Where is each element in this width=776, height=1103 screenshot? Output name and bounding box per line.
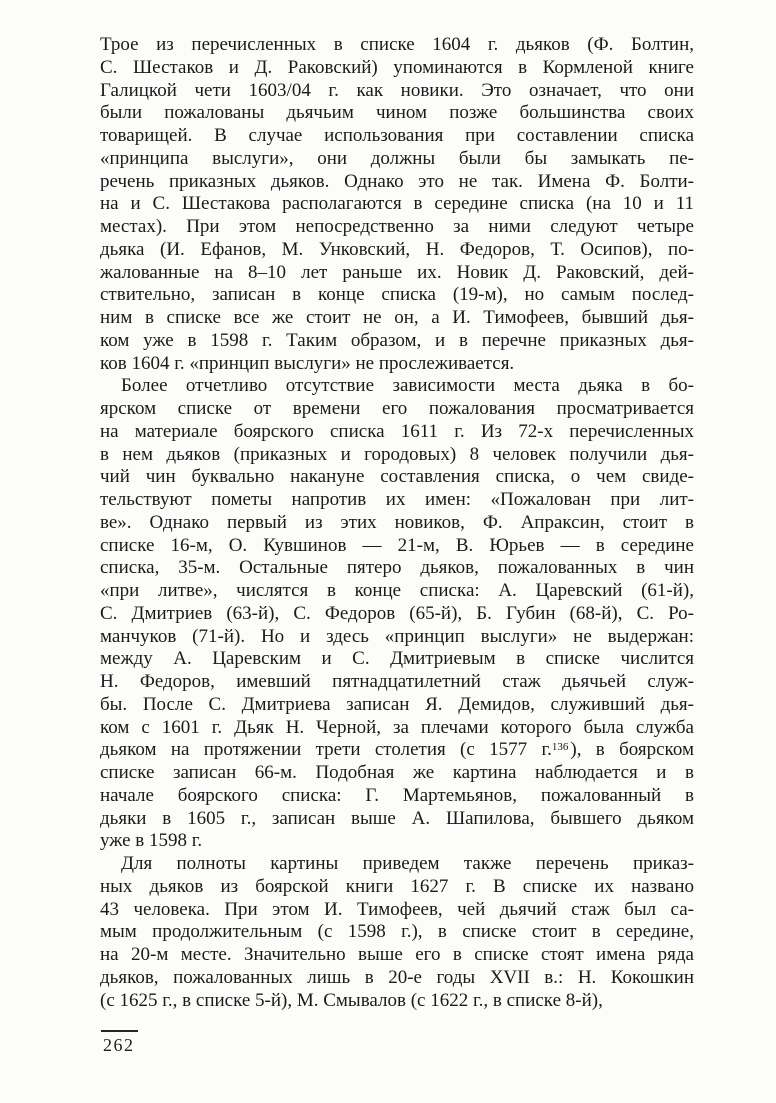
text-line: Для полноты картины приведем также перечень приказ- bbox=[121, 853, 694, 874]
text-line: в нем дьяков (приказных и городовых) 8 человек получили дья- bbox=[100, 443, 694, 465]
text-line: списка, 35-м. Остальные пятеро дьяков, пожалованных в чин bbox=[100, 557, 694, 579]
text-line: Галицкой чети 1603/04 г. как новики. Это означает, что они bbox=[100, 79, 694, 101]
page-number-label: 262 bbox=[103, 1035, 135, 1055]
text-line: дьяка (И. Ефанов, М. Унковский, Н. Федоров, Т. Осипов), по- bbox=[100, 238, 694, 260]
text-line: ствительно, записан в конце списка (19-м), но самым послед- bbox=[100, 284, 694, 306]
text-line: Н. Федоров, имевший пятнадцатилетний стаж дьячьей служ- bbox=[100, 671, 694, 692]
text-line: ков 1604 г. «принцип выслуги» не прослеживается. bbox=[100, 352, 515, 374]
text-line: ним в списке все же стоит не он, а И. Тимофеев, бывший дья- bbox=[100, 307, 694, 328]
text-line: начале боярского списка: Г. Мартемьянов, пожалованный в bbox=[100, 784, 694, 806]
text-line: на 20-м месте. Значительно выше его в списке стоят имена ряда bbox=[100, 944, 694, 965]
text-segment: дьяком на протяжении трети столетия (с 1577 г. bbox=[100, 739, 552, 761]
text-line: жалованные на 8–10 лет раньше их. Новик Д. Раковский, дей- bbox=[100, 261, 694, 283]
text-line: С. Дмитриев (63-й), С. Федоров (65-й), Б. Губин (68-й), С. Ро- bbox=[100, 602, 694, 624]
text-line: дьяки в 1605 г., записан выше А. Шапилова, бывшего дьяком bbox=[100, 807, 694, 829]
text-line: С. Шестаков и Д. Раковский) упоминаются в Кормленой книге bbox=[100, 56, 694, 78]
text-line: тельствуют пометы напротив их имен: «Пожалован при лит- bbox=[100, 489, 694, 510]
text-line: Трое из перечисленных в списке 1604 г. дьяков (Ф. Болтин, bbox=[100, 34, 694, 55]
text-line: «при литве», числятся в конце списка: А. Царевский (61-й), bbox=[100, 580, 694, 601]
text-segment: ), в боярском bbox=[570, 739, 694, 761]
text-line: ком уже в 1598 г. Таким образом, и в перечне приказных дья- bbox=[100, 329, 694, 351]
page-number bbox=[101, 1030, 138, 1056]
text-line: манчуков (71-й). Но и здесь «принцип выслуги» не выдержан: bbox=[100, 625, 694, 647]
text-line: между А. Царевским и С. Дмитриевым в списке числится bbox=[100, 648, 694, 670]
text-line: «принципа выслуги», они должны были бы замыкать пе- bbox=[100, 147, 694, 169]
text-line: были пожалованы дьячьим чином позже большинства своих bbox=[100, 102, 694, 124]
paragraph bbox=[100, 853, 694, 1012]
text-line: ком с 1601 г. Дьяк Н. Черной, за плечами которого была служба bbox=[100, 716, 694, 738]
text-line: на и С. Шестакова располагаются в середине списка (на 10 и 11 bbox=[100, 193, 694, 215]
footnote-ref: 136 bbox=[551, 741, 569, 754]
text-line: ве». Однако первый из этих новиков, Ф. Апраксин, стоит в bbox=[100, 511, 694, 533]
text-line: чий чин буквально накануне составления списка, о чем свиде- bbox=[100, 466, 694, 488]
text-line: мым продолжительным (с 1598 г.), в списке стоит в середине, bbox=[100, 921, 694, 943]
paragraph bbox=[100, 34, 694, 375]
text-line: дьяков, пожалованных лишь в 20-е годы XVII в.: Н. Кокошкин bbox=[100, 966, 694, 988]
text-line: товарищей. В случае использования при составлении списка bbox=[100, 125, 694, 146]
text-line: местах). При этом непосредственно за ними следуют четыре bbox=[100, 216, 694, 237]
text-line: (с 1625 г., в списке 5-й), М. Смывалов (с 1622 г., в списке 8-й), bbox=[100, 989, 603, 1011]
paragraph bbox=[100, 375, 694, 853]
text-line: бы. После С. Дмитриева записан Я. Демидов, служивший дья- bbox=[100, 693, 694, 715]
text-line: ярском списке от времени его пожалования просматривается bbox=[100, 398, 694, 419]
text-line: ных дьяков из боярской книги 1627 г. В списке их названо bbox=[100, 875, 694, 897]
text-line: на материале боярского списка 1611 г. Из 72-х перечисленных bbox=[100, 420, 694, 442]
text-line: уже в 1598 г. bbox=[100, 830, 203, 852]
page-text bbox=[100, 34, 694, 1012]
text-line: списке записан 66-м. Подобная же картина наблюдается и в bbox=[100, 762, 694, 783]
text-line: Более отчетливо отсутствие зависимости места дьяка в бо- bbox=[121, 375, 694, 397]
text-line: 43 человека. При этом И. Тимофеев, чей дьячий стаж был са- bbox=[100, 898, 694, 920]
text-line: списке 16-м, О. Кувшинов — 21-м, В. Юрьев — в середине bbox=[100, 534, 694, 556]
text-line bbox=[100, 739, 694, 762]
text-line: речень приказных дьяков. Однако это не так. Имена Ф. Болти- bbox=[100, 170, 694, 192]
